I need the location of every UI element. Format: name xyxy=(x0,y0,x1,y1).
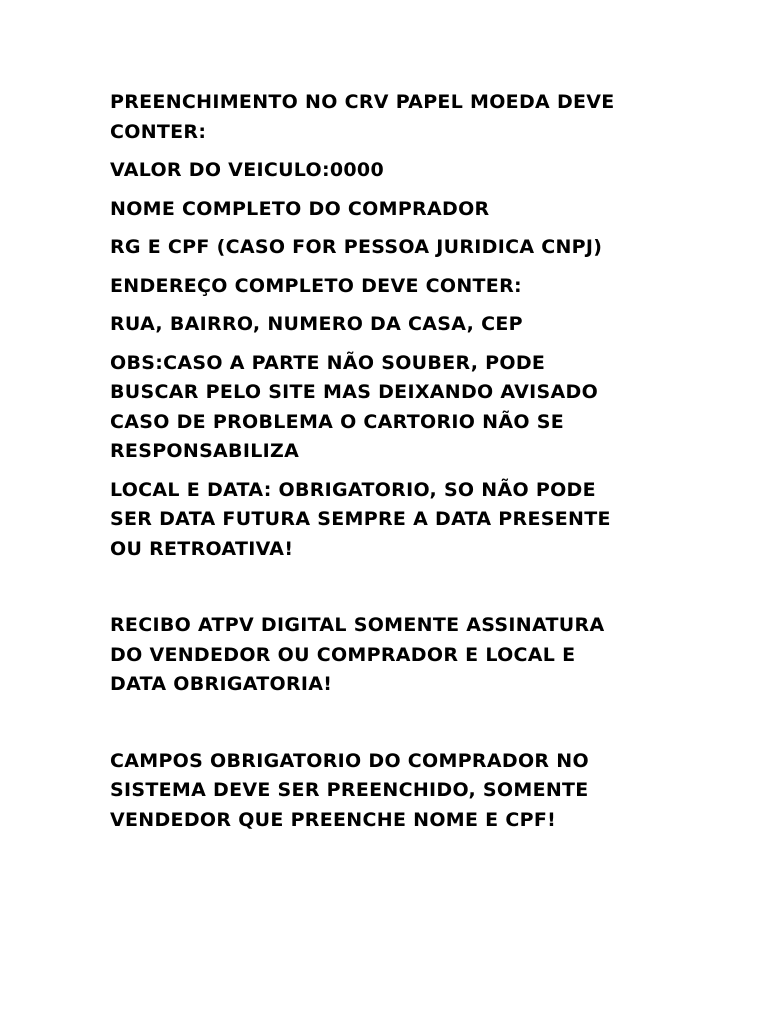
text-line: OBS:CASO A PARTE NÃO SOUBER, PODE xyxy=(110,351,546,374)
text-line: NOME COMPLETO DO COMPRADOR xyxy=(110,197,490,220)
text-line: BUSCAR PELO SITE MAS DEIXANDO AVISADO xyxy=(110,381,599,403)
paragraph-atpv-receipt xyxy=(110,611,690,700)
text-line: RECIBO ATPV DIGITAL SOMENTE ASSINATURA xyxy=(110,614,605,636)
text-line: VENDEDOR QUE PREENCHE NOME E CPF! xyxy=(110,808,557,831)
text-line: RESPONSABILIZA xyxy=(110,440,300,462)
text-line: DATA OBRIGATORIA! xyxy=(110,673,333,695)
text-line: LOCAL E DATA: OBRIGATORIO, SO NÃO PODE xyxy=(110,478,596,501)
text-line: PREENCHIMENTO NO CRV PAPEL MOEDA DEVE xyxy=(110,91,615,113)
text-line: OU RETROATIVA! xyxy=(110,537,294,560)
paragraph-crv-header xyxy=(110,88,690,147)
paragraph-obs xyxy=(110,349,690,467)
paragraph-address-fields xyxy=(110,310,690,340)
text-line: ENDEREÇO COMPLETO DEVE CONTER: xyxy=(110,274,522,297)
paragraph-vehicle-value xyxy=(110,156,690,186)
paragraph-spacer xyxy=(110,573,690,611)
paragraph-buyer-name xyxy=(110,195,690,225)
text-line: CASO DE PROBLEMA O CARTORIO NÃO SE xyxy=(110,410,564,433)
paragraph-rg-cpf xyxy=(110,233,690,263)
paragraph-spacer xyxy=(110,709,690,747)
text-line: DO VENDEDOR OU COMPRADOR E LOCAL E xyxy=(110,643,576,666)
paragraph-local-date xyxy=(110,476,690,565)
text-line: RUA, BAIRRO, NUMERO DA CASA, CEP xyxy=(110,313,523,335)
paragraph-address-header xyxy=(110,272,690,302)
text-line: SER DATA FUTURA SEMPRE A DATA PRESENTE xyxy=(110,508,611,530)
text-line: SISTEMA DEVE SER PREENCHIDO, SOMENTE xyxy=(110,779,589,801)
text-line: RG E CPF (CASO FOR PESSOA JURIDICA CNPJ) xyxy=(110,236,603,258)
text-line: CAMPOS OBRIGATORIO DO COMPRADOR NO xyxy=(110,749,589,772)
text-line: VALOR DO VEICULO:0000 xyxy=(110,159,384,181)
text-line: CONTER: xyxy=(110,120,207,143)
paragraph-buyer-fields xyxy=(110,747,690,836)
document-body xyxy=(110,88,690,844)
